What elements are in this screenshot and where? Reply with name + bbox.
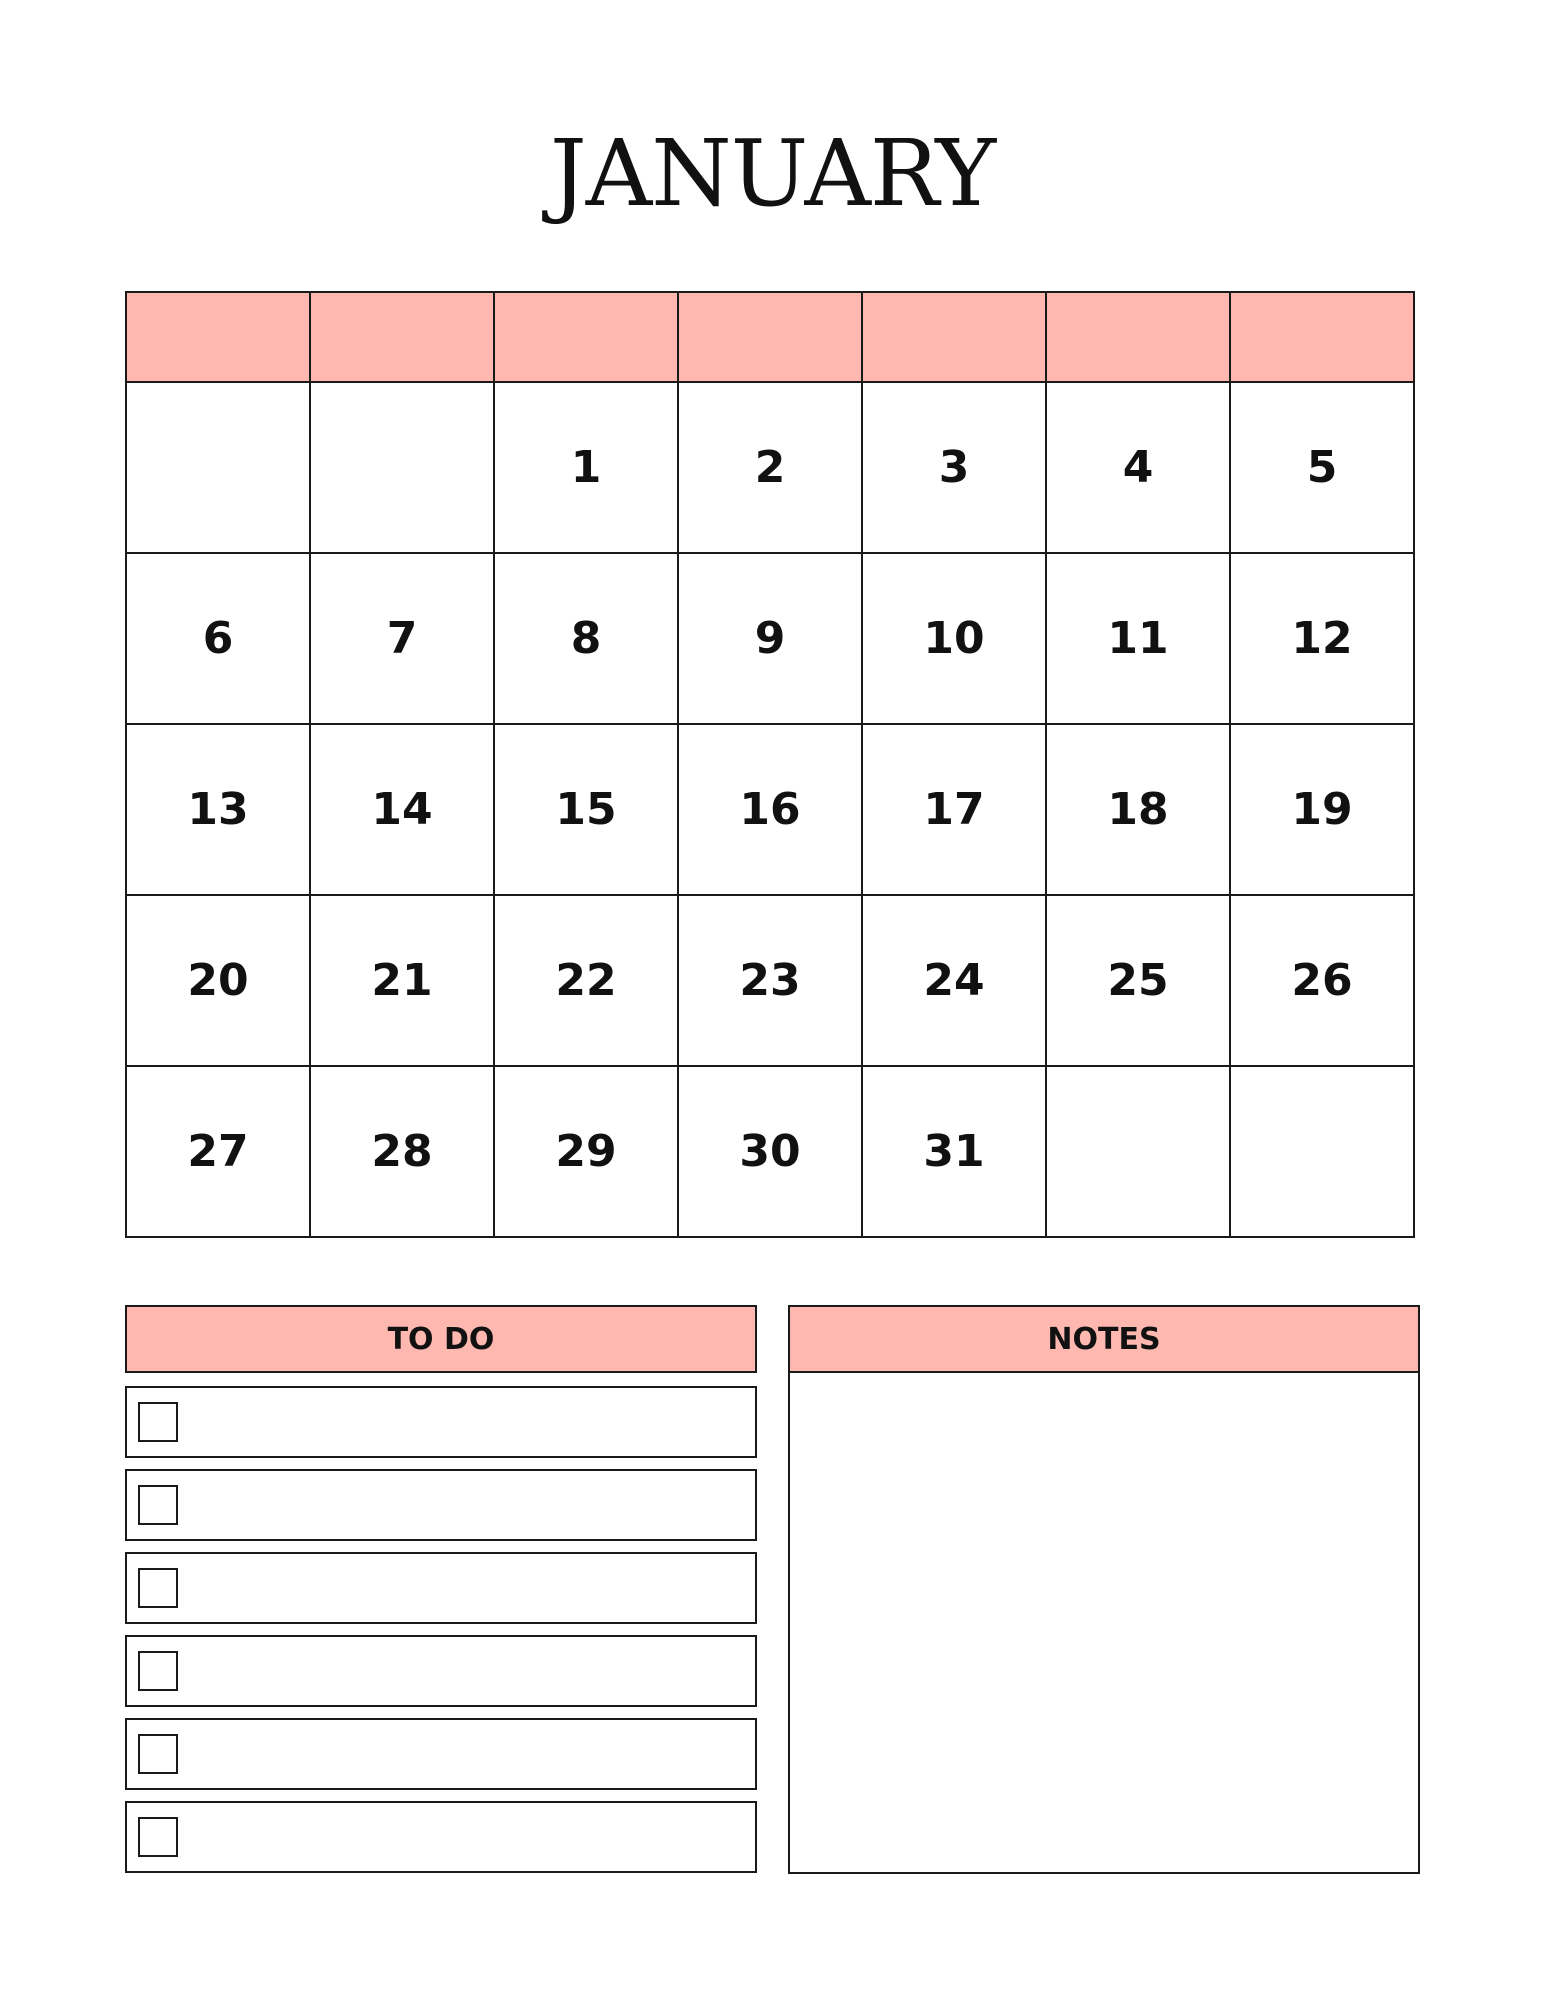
day-cell: 9: [678, 553, 862, 724]
day-cell: [1046, 1066, 1230, 1237]
todo-item[interactable]: [125, 1469, 757, 1541]
calendar-grid: [125, 291, 1415, 1238]
todo-item[interactable]: [125, 1635, 757, 1707]
todo-header: [125, 1305, 757, 1373]
day-cell: 22: [494, 895, 678, 1066]
day-cell: 30: [678, 1066, 862, 1237]
weekday-header: [862, 292, 1046, 382]
day-cell: 14: [310, 724, 494, 895]
day-cell: 25: [1046, 895, 1230, 1066]
todo-item[interactable]: [125, 1718, 757, 1790]
notes-area[interactable]: [788, 1373, 1420, 1874]
day-cell: 19: [1230, 724, 1414, 895]
checkbox[interactable]: [138, 1651, 178, 1691]
todo-list: [125, 1386, 757, 1884]
day-cell: 1: [494, 382, 678, 553]
day-cell: 31: [862, 1066, 1046, 1237]
day-cell: 5: [1230, 382, 1414, 553]
weekday-header-row: [126, 292, 1414, 382]
day-cell: 26: [1230, 895, 1414, 1066]
day-cell: 3: [862, 382, 1046, 553]
page-title: JANUARY: [549, 120, 996, 227]
day-cell: 8: [494, 553, 678, 724]
day-cell: 17: [862, 724, 1046, 895]
day-cell: 4: [1046, 382, 1230, 553]
day-cell: 7: [310, 553, 494, 724]
day-cell: 28: [310, 1066, 494, 1237]
weekday-header: [1230, 292, 1414, 382]
week-row: [126, 553, 1414, 724]
day-cell: 23: [678, 895, 862, 1066]
notes-header-label: NOTES: [1047, 1321, 1161, 1357]
day-cell: [310, 382, 494, 553]
day-cell: [1230, 1066, 1414, 1237]
weekday-header: [494, 292, 678, 382]
day-cell: 12: [1230, 553, 1414, 724]
day-cell: 15: [494, 724, 678, 895]
day-cell: 6: [126, 553, 310, 724]
day-cell: 20: [126, 895, 310, 1066]
checkbox[interactable]: [138, 1485, 178, 1525]
day-cell: 29: [494, 1066, 678, 1237]
day-cell: 16: [678, 724, 862, 895]
todo-item[interactable]: [125, 1386, 757, 1458]
week-row: [126, 724, 1414, 895]
todo-item[interactable]: [125, 1801, 757, 1873]
weekday-header: [310, 292, 494, 382]
weekday-header: [126, 292, 310, 382]
todo-header-label: TO DO: [387, 1321, 495, 1357]
day-cell: [126, 382, 310, 553]
day-cell: 21: [310, 895, 494, 1066]
day-cell: 2: [678, 382, 862, 553]
weekday-header: [678, 292, 862, 382]
checkbox[interactable]: [138, 1817, 178, 1857]
day-cell: 18: [1046, 724, 1230, 895]
checkbox[interactable]: [138, 1734, 178, 1774]
todo-item[interactable]: [125, 1552, 757, 1624]
day-cell: 11: [1046, 553, 1230, 724]
day-cell: 13: [126, 724, 310, 895]
checkbox[interactable]: [138, 1402, 178, 1442]
day-cell: 27: [126, 1066, 310, 1237]
week-row: [126, 895, 1414, 1066]
checkbox[interactable]: [138, 1568, 178, 1608]
week-row: [126, 382, 1414, 553]
notes-header: [788, 1305, 1420, 1373]
day-cell: 24: [862, 895, 1046, 1066]
week-row: [126, 1066, 1414, 1237]
day-cell: 10: [862, 553, 1046, 724]
weekday-header: [1046, 292, 1230, 382]
